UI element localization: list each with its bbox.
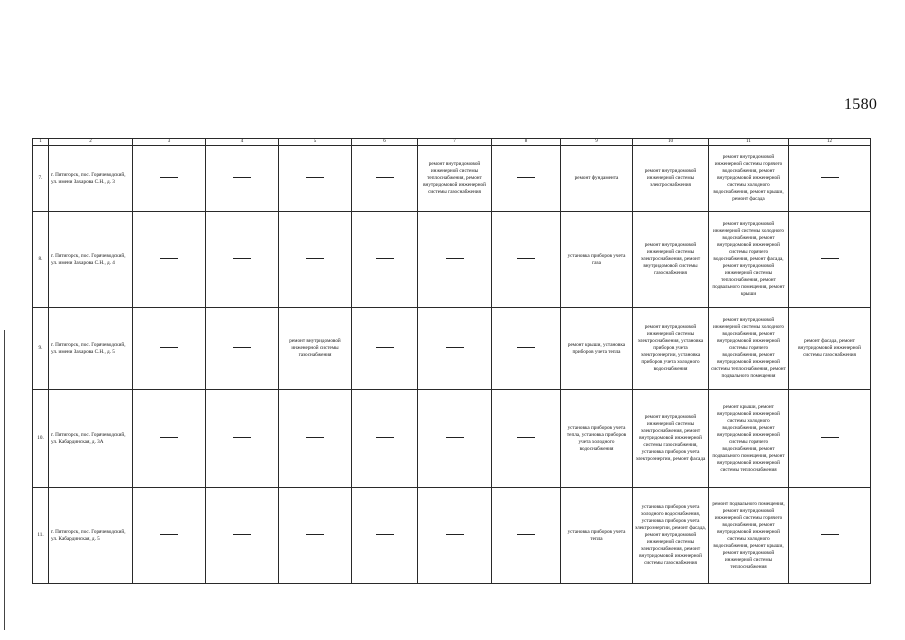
work-cell-3 [133,488,206,584]
dash-mark [821,534,839,535]
dash-mark [446,534,464,535]
cell-text: г. Пятигорск, пос. Горячеводский, ул. имени Захарова С.Н., д. 3 [51,171,126,185]
dash-mark [446,437,464,438]
dash-mark [376,534,394,535]
dash-mark [517,534,535,535]
work-cell-10 [633,212,709,308]
work-cell-11 [709,488,789,584]
work-cell-10 [633,146,709,212]
dash-mark [233,437,251,438]
col-header: 10 [633,139,709,146]
cell-text: ремонт внутридомовой инженерной системы теплоснабжения, ремонт внутридомовой инженерной системы газоснабжения [423,161,486,195]
work-cell-5 [279,488,352,584]
address-cell [49,146,133,212]
work-cell-12 [789,488,871,584]
dash-mark [821,258,839,259]
address-cell [49,390,133,488]
dash-mark [376,437,394,438]
work-cell-9 [561,390,633,488]
work-cell-4 [206,390,279,488]
cell-text: установка приборов учета тепла [567,528,626,542]
work-cell-7 [418,488,492,584]
dash-mark [233,177,251,178]
work-cell-7 [418,146,492,212]
column-number-row [33,139,871,146]
work-cell-8 [492,308,561,390]
cell-text: ремонт внутридомовой инженерной системы газоснабжения [289,338,341,358]
dash-mark [821,177,839,178]
work-cell-3 [133,308,206,390]
work-cell-6 [352,308,418,390]
dash-mark [376,258,394,259]
cell-text: ремонт внутридомовой инженерной системы электроснабжения, ремонт внутридомовой системы газоснабжения [640,242,701,276]
dash-mark [306,437,324,438]
work-cell-8 [492,390,561,488]
dash-mark [517,177,535,178]
work-cell-4 [206,212,279,308]
cell-text: г. Пятигорск, пос. Горячеводский, ул. Кабардинская, д. 5 [51,528,126,542]
repair-schedule-table [32,138,871,584]
work-cell-6 [352,488,418,584]
work-cell-6 [352,146,418,212]
work-cell-12 [789,390,871,488]
col-header: 12 [789,139,871,146]
work-cell-11 [709,212,789,308]
dash-mark [160,177,178,178]
col-header: 9 [561,139,633,146]
work-cell-8 [492,488,561,584]
work-cell-12 [789,308,871,390]
cell-text: ремонт внутридомовой инженерной системы холодного водоснабжения, ремонт внутридомовой инженерной системы горячего водоснабжения, ремонт внутридомовой инженерной системы теплоснабжения, ремонт подвального помещения [711,317,786,379]
cell-text: ремонт внутридомовой инженерной системы электроснабжения, установка приборов учета электроэнергии, установка приборов учета холодного водоснабжения [637,324,704,372]
work-cell-10 [633,308,709,390]
work-cell-7 [418,308,492,390]
row-number-cell [33,308,49,390]
col-header: 4 [206,139,279,146]
cell-text: ремонт подвального помещения, ремонт внутридомовой инженерной системы горячего водоснабжения, ремонт внутридомовой инженерной системы холодного водоснабжения, ремонт крыши, ремонт внутридомовой инженерной системы теплоснабжения [712,500,785,570]
cell-text: ремонт крыши, установка приборов учета тепла [567,341,626,355]
col-header: 2 [49,139,133,146]
col-header: 7 [418,139,492,146]
table-body [33,146,871,584]
work-cell-11 [709,146,789,212]
work-cell-4 [206,308,279,390]
work-cell-6 [352,390,418,488]
work-cell-9 [561,146,633,212]
work-cell-10 [633,488,709,584]
cell-text: ремонт внутридомовой инженерной системы электроснабжения [644,168,697,188]
cell-text: 10. [37,435,44,441]
dash-mark [160,437,178,438]
work-cell-12 [789,212,871,308]
work-cell-5 [279,212,352,308]
work-cell-5 [279,146,352,212]
work-cell-12 [789,146,871,212]
dash-mark [233,258,251,259]
work-cell-9 [561,488,633,584]
dash-mark [160,347,178,348]
page-number: 1580 [844,96,878,113]
row-number-cell [33,488,49,584]
cell-text: 7. [38,175,43,181]
cell-text: ремонт внутридомовой инженерной системы электроснабжения, ремонт внутридомовой инженерной системы газоснабжения, установка приборов учета электроэнергии, ремонт фасада [635,414,706,462]
page-edge-line [4,330,5,630]
address-cell [49,308,133,390]
dash-mark [233,347,251,348]
cell-text: г. Пятигорск, пос. Горячеводский, ул. имени Захарова С.Н., д. 4 [51,252,126,266]
dash-mark [376,347,394,348]
cell-text: установка приборов учета тепла, установка приборов учета холодного водоснабжения [566,424,627,452]
col-header: 8 [492,139,561,146]
work-cell-7 [418,212,492,308]
dash-mark [821,437,839,438]
dash-mark [517,258,535,259]
cell-text: ремонт фундамента [574,175,619,181]
dash-mark [517,437,535,438]
dash-mark [446,258,464,259]
dash-mark [160,534,178,535]
col-header: 5 [279,139,352,146]
cell-text: ремонт фасада, ремонт внутридомовой инженерной системы газоснабжения [798,338,861,358]
work-cell-11 [709,308,789,390]
work-cell-4 [206,488,279,584]
cell-text: 11. [37,532,44,538]
row-number-cell [33,146,49,212]
cell-text: 8. [38,256,43,262]
work-cell-3 [133,146,206,212]
cell-text: г. Пятигорск, пос. Горячеводский, ул. имени Захарова С.Н., д. 5 [51,341,126,355]
dash-mark [233,534,251,535]
cell-text: ремонт крыши, ремонт внутридомовой инженерной системы холодного водоснабжения, ремонт внутридомовой инженерной системы горячего водоснабжения, ремонт подвального помещения, ремонт внутридомовой инженерной системы теплоснабжения [712,403,785,473]
table-row [33,146,871,212]
work-cell-5 [279,308,352,390]
table-row [33,488,871,584]
work-cell-8 [492,212,561,308]
cell-text: ремонт внутридомовой инженерной системы горячего водоснабжения, ремонт внутридомовой инженерной системы холодного водоснабжения, ремонт крыши, ремонт фасада [713,154,784,202]
work-cell-6 [352,212,418,308]
dash-mark [446,347,464,348]
work-cell-5 [279,390,352,488]
work-cell-10 [633,390,709,488]
work-cell-3 [133,390,206,488]
table-row [33,308,871,390]
work-cell-9 [561,308,633,390]
dash-mark [376,177,394,178]
col-header: 6 [352,139,418,146]
col-header: 1 [33,139,49,146]
col-header: 11 [709,139,789,146]
col-header: 3 [133,139,206,146]
work-cell-7 [418,390,492,488]
work-cell-8 [492,146,561,212]
dash-mark [517,347,535,348]
address-cell [49,488,133,584]
dash-mark [160,258,178,259]
work-cell-11 [709,390,789,488]
cell-text: 9. [38,345,43,351]
dash-mark [306,534,324,535]
cell-text: установка приборов учета газа [567,252,626,266]
dash-mark [306,177,324,178]
row-number-cell [33,390,49,488]
cell-text: установка приборов учета холодного водоснабжения, установка приборов учета электроэнергии, ремонт фасада, ремонт внутридомовой инженерной системы электроснабжения, ремонт внутридомовой инженерной системы газоснабжения [635,504,706,566]
dash-mark [306,258,324,259]
row-number-cell [33,212,49,308]
table-row [33,390,871,488]
work-cell-3 [133,212,206,308]
table-row [33,212,871,308]
work-cell-4 [206,146,279,212]
address-cell [49,212,133,308]
cell-text: г. Пятигорск, пос. Горячеводский, ул. Кабардинская, д. 3А [51,431,126,445]
cell-text: ремонт внутридомовой инженерной системы холодного водоснабжения, ремонт внутридомовой инженерной системы горячего водоснабжения, ремонт фасада, ремонт внутридомовой инженерной системы теплоснабжения, ремонт подвального помещения, ремонт крыши [712,221,785,297]
work-cell-9 [561,212,633,308]
